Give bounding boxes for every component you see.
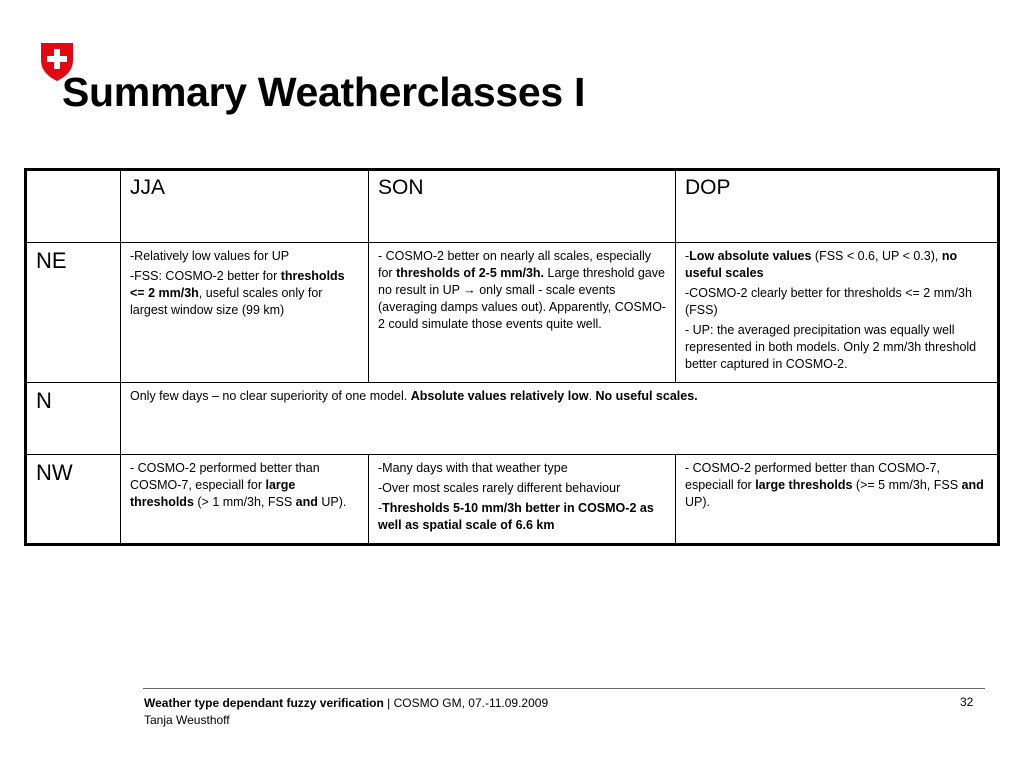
cell-paragraph bbox=[685, 322, 989, 373]
row-label-n: N bbox=[26, 383, 121, 455]
footer-divider bbox=[143, 688, 985, 689]
bold-text-run: large thresholds bbox=[755, 478, 853, 492]
cell-n-merged bbox=[121, 383, 999, 455]
cell-ne-dop bbox=[676, 243, 999, 383]
text-run: UP). bbox=[317, 495, 347, 509]
text-run: . bbox=[588, 389, 596, 403]
cell-paragraph bbox=[378, 248, 667, 333]
footer-event-title: Weather type dependant fuzzy verification bbox=[144, 696, 384, 710]
text-run: (> 1 mm/3h, FSS bbox=[193, 495, 296, 509]
text-run: -Many days with that weather type bbox=[378, 461, 568, 475]
text-run: - COSMO-2 performed better than COSMO-7, especiall for bbox=[130, 461, 320, 492]
footer-event bbox=[144, 695, 548, 712]
header-cell-son: SON bbox=[369, 170, 676, 243]
cell-paragraph bbox=[378, 480, 667, 497]
row-label-nw: NW bbox=[26, 455, 121, 545]
cell-nw-jja bbox=[121, 455, 369, 545]
summary-table bbox=[24, 168, 1000, 546]
text-run: - UP: the averaged precipitation was equally well represented in both models. Only 2 mm/3h threshold better captured in COSMO-2. bbox=[685, 323, 977, 371]
table-row-ne bbox=[26, 243, 999, 383]
cell-paragraph bbox=[130, 460, 360, 511]
text-run: , useful scales only for largest window size (99 km) bbox=[130, 286, 323, 317]
bold-text-run: No useful scales. bbox=[595, 389, 698, 403]
cell-paragraph bbox=[130, 388, 989, 405]
cell-paragraph bbox=[378, 460, 667, 477]
row-label-ne: NE bbox=[26, 243, 121, 383]
cell-nw-dop bbox=[676, 455, 999, 545]
cell-nw-son bbox=[369, 455, 676, 545]
table-row-n bbox=[26, 383, 999, 455]
bold-text-run: thresholds <= 2 mm/3h bbox=[130, 269, 345, 300]
cell-paragraph bbox=[685, 285, 989, 319]
footer-info bbox=[144, 695, 548, 729]
page-title: Summary Weatherclasses I bbox=[62, 69, 586, 115]
bold-text-run: Thresholds 5-10 mm/3h better in COSMO-2 as well as spatial scale of 6.6 km bbox=[378, 501, 654, 532]
bold-text-run: and bbox=[295, 495, 318, 509]
header-cell-jja: JJA bbox=[121, 170, 369, 243]
text-run: - COSMO-2 performed better than COSMO-7, especiall for bbox=[685, 461, 940, 492]
header-row bbox=[26, 170, 999, 243]
text-run: - COSMO-2 better on nearly all scales, especially for bbox=[378, 249, 652, 280]
cell-paragraph bbox=[378, 500, 667, 534]
text-run: - bbox=[685, 249, 690, 263]
header-cell-dop: DOP bbox=[676, 170, 999, 243]
text-run: (FSS < 0.6, UP < 0.3), bbox=[811, 249, 942, 263]
cell-paragraph bbox=[685, 460, 989, 511]
bold-text-run: Absolute values relatively low bbox=[410, 389, 589, 403]
text-run: Only few days – no clear superiority of one model. bbox=[130, 389, 411, 403]
cross-horizontal bbox=[47, 56, 67, 62]
bold-text-run: no useful scales bbox=[685, 249, 958, 280]
cell-paragraph bbox=[685, 248, 989, 282]
footer-event-meta: | COSMO GM, 07.-11.09.2009 bbox=[383, 696, 549, 710]
text-run: -COSMO-2 clearly better for thresholds <= 2 mm/3h (FSS) bbox=[685, 286, 972, 317]
text-run: -Over most scales rarely different behaviour bbox=[378, 481, 621, 495]
header-cell-empty bbox=[26, 170, 121, 243]
text-run: - bbox=[378, 501, 383, 515]
footer-author: Tanja Weusthoff bbox=[144, 713, 230, 727]
cell-ne-jja bbox=[121, 243, 369, 383]
text-run: UP). bbox=[685, 495, 710, 509]
text-run: -FSS: COSMO-2 better for bbox=[130, 269, 281, 283]
page-number: 32 bbox=[960, 695, 974, 709]
bold-text-run: thresholds of 2-5 mm/3h. bbox=[396, 266, 545, 280]
table-row-nw bbox=[26, 455, 999, 545]
cell-paragraph bbox=[130, 248, 360, 265]
text-run: (>= 5 mm/3h, FSS bbox=[852, 478, 962, 492]
cell-paragraph bbox=[130, 268, 360, 319]
cell-ne-son bbox=[369, 243, 676, 383]
text-run: Large threshold gave no result in UP → only small - scale events (averaging damps values out). Apparently, COSMO-2 could simulate those events quite well. bbox=[378, 266, 667, 331]
bold-text-run: large thresholds bbox=[130, 478, 296, 509]
bold-text-run: and bbox=[961, 478, 984, 492]
text-run: -Relatively low values for UP bbox=[130, 249, 290, 263]
bold-text-run: Low absolute values bbox=[689, 249, 812, 263]
